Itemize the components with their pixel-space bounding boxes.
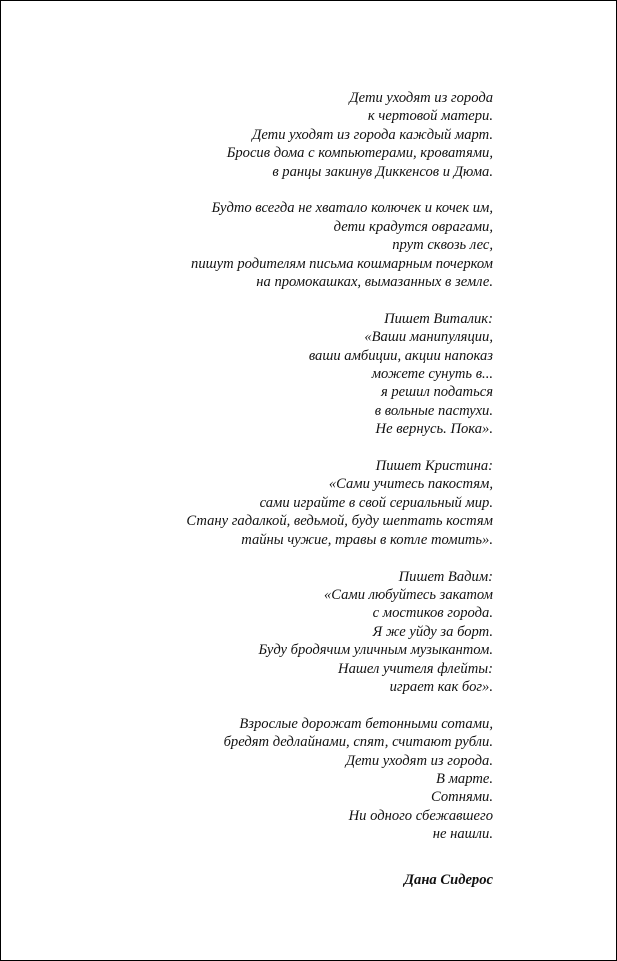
poem-line: ваши амбиции, акции напоказ: [308, 347, 493, 364]
poem-line: Стану гадалкой, ведьмой, буду шептать костям: [186, 513, 493, 530]
poem-line: играет как бог».: [389, 678, 493, 695]
poem-line: на промокашках, вымазанных в земле.: [256, 274, 493, 291]
poem-line: не нашли.: [432, 826, 493, 843]
poem-line: в ранцы закинув Диккенсов и Дюма.: [272, 163, 493, 180]
poem-line: тайны чужие, травы в котле томить».: [241, 531, 493, 548]
poem: [186, 89, 493, 889]
poem-line: «Сами любуйтесь закатом: [323, 586, 493, 603]
poem-line: сами играйте в свой сериальный мир.: [259, 494, 493, 511]
poem-line: Ни одного сбежавшего: [348, 807, 493, 824]
poem-line: дети крадутся оврагами,: [333, 218, 493, 235]
poem-line: с мостиков города.: [372, 605, 493, 622]
stanza-1: [186, 89, 493, 181]
stanza-5: [186, 568, 493, 697]
poem-line: Пишет Вадим:: [398, 568, 493, 585]
poem-line: Я же уйду за борт.: [372, 623, 493, 640]
poem-line: пишут родителям письма кошмарным почерком: [191, 255, 493, 272]
stanza-3: [186, 310, 493, 439]
poem-line: Дети уходят из города.: [345, 752, 493, 769]
author-signature: Дана Сидерос: [404, 871, 493, 888]
poem-line: к чертовой матери.: [367, 108, 493, 125]
poem-line: «Сами учитесь пакостям,: [328, 476, 493, 493]
poem-line: в вольные пастухи.: [374, 402, 493, 419]
poem-line: «Ваши манипуляции,: [364, 329, 493, 346]
stanza-2: [186, 199, 493, 291]
poem-line: В марте.: [436, 770, 493, 787]
poem-line: Дети уходят из города: [349, 90, 493, 106]
poem-line: Пишет Виталик:: [384, 310, 493, 327]
poem-line: Бросив дома с компьютерами, кроватями,: [226, 145, 493, 162]
poem-line: можете сунуть в...: [371, 366, 493, 383]
poem-line: Дети уходят из города каждый март.: [252, 126, 493, 143]
poem-line: я решил податься: [380, 384, 493, 401]
stanza-6: [186, 715, 493, 844]
poem-line: Взрослые дорожат бетонными сотами,: [239, 715, 493, 732]
poem-line: бредят дедлайнами, спят, считают рубли.: [223, 734, 493, 751]
poem-line: Не вернусь. Пока».: [375, 421, 493, 438]
poem-line: прут сквозь лес,: [392, 237, 493, 254]
poem-line: Будто всегда не хватало колючек и кочек им,: [211, 200, 493, 217]
poem-line: Нашел учителя флейты:: [338, 660, 493, 677]
poem-line: Пишет Кристина:: [375, 458, 493, 475]
poem-line: Сотнями.: [431, 789, 493, 806]
poem-line: Буду бродячим уличным музыкантом.: [258, 642, 493, 659]
stanza-4: [186, 457, 493, 549]
